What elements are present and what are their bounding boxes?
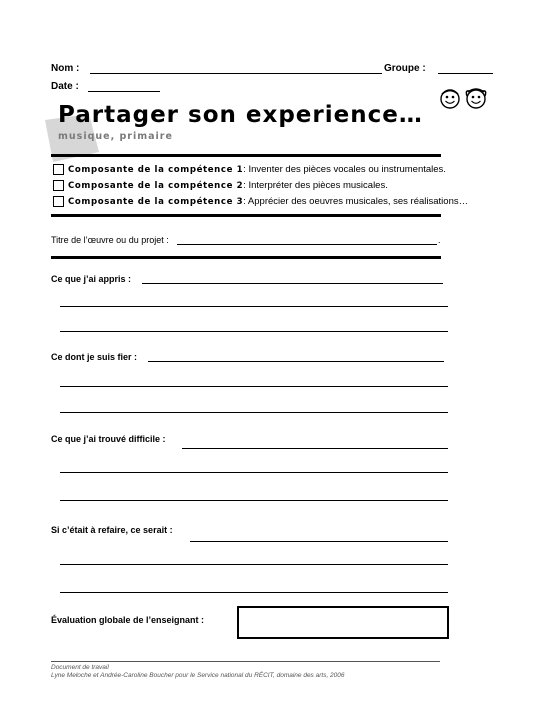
section-appris-line-1[interactable] xyxy=(142,283,443,284)
section-difficile-line-3[interactable] xyxy=(60,500,448,501)
section-refaire-line-2[interactable] xyxy=(60,564,448,565)
section-refaire-label: Si c’était à refaire, ce serait : xyxy=(51,525,173,535)
competence-1-key: Composante de la compétence 1 xyxy=(68,165,244,175)
nom-label: Nom : xyxy=(51,63,80,74)
section-fier-line-3[interactable] xyxy=(60,412,448,413)
competence-2-key: Composante de la compétence 2 xyxy=(68,181,244,191)
section-appris-line-3[interactable] xyxy=(60,331,448,332)
titre-label: Titre de l’œuvre ou du projet : xyxy=(51,235,169,245)
competence-1-checkbox[interactable] xyxy=(53,164,64,175)
date-label: Date : xyxy=(51,81,79,92)
section-fier-line-1[interactable] xyxy=(148,361,444,362)
page-subtitle: musique, primaire xyxy=(58,131,173,142)
section-appris-line-2[interactable] xyxy=(60,306,448,307)
titre-end: . xyxy=(438,235,441,245)
section-refaire-line-3[interactable] xyxy=(60,592,448,593)
groupe-label: Groupe : xyxy=(384,63,426,74)
date-field[interactable] xyxy=(88,91,160,92)
section-fier-label: Ce dont je suis fier : xyxy=(51,352,138,362)
titre-field[interactable] xyxy=(177,244,437,245)
nom-field[interactable] xyxy=(90,73,382,74)
section-appris-label: Ce que j’ai appris : xyxy=(51,274,132,284)
competence-2-desc: : Interpréter des pièces musicales. xyxy=(243,180,388,191)
groupe-field[interactable] xyxy=(438,73,493,74)
competence-3-key: Composante de la compétence 3 xyxy=(68,197,244,207)
competence-3-text xyxy=(68,196,468,207)
section-difficile-label: Ce que j’ai trouvé difficile : xyxy=(51,434,166,444)
evaluation-box[interactable] xyxy=(237,606,449,639)
section-difficile-line-1[interactable] xyxy=(182,448,448,449)
lower-thick-rule xyxy=(51,256,441,259)
section-fier-line-2[interactable] xyxy=(60,386,448,387)
section-refaire-line-1[interactable] xyxy=(190,541,448,542)
smiley-faces-icon xyxy=(438,87,494,111)
top-thick-rule xyxy=(51,154,441,157)
footer-line-2: Lyne Meloche et Andrée-Caroline Boucher pour le Service national du RÉCIT, domaine des arts, 2006 xyxy=(51,672,345,679)
footer-rule xyxy=(51,661,440,662)
competence-2-checkbox[interactable] xyxy=(53,180,64,191)
competence-3-checkbox[interactable] xyxy=(53,196,64,207)
competence-3-desc: : Apprécier des oeuvres musicales, ses réalisations… xyxy=(243,196,469,207)
competence-1-text xyxy=(68,164,446,175)
evaluation-label: Évaluation globale de l’enseignant : xyxy=(51,615,205,625)
footer-line-1: Document de travail xyxy=(51,664,109,671)
competence-1-desc: : Inventer des pièces vocales ou instrumentales. xyxy=(243,164,446,175)
section-difficile-line-2[interactable] xyxy=(60,472,448,473)
competence-2-text xyxy=(68,180,388,191)
page-title: Partager son experience… xyxy=(58,102,423,128)
middle-thick-rule xyxy=(51,214,441,217)
